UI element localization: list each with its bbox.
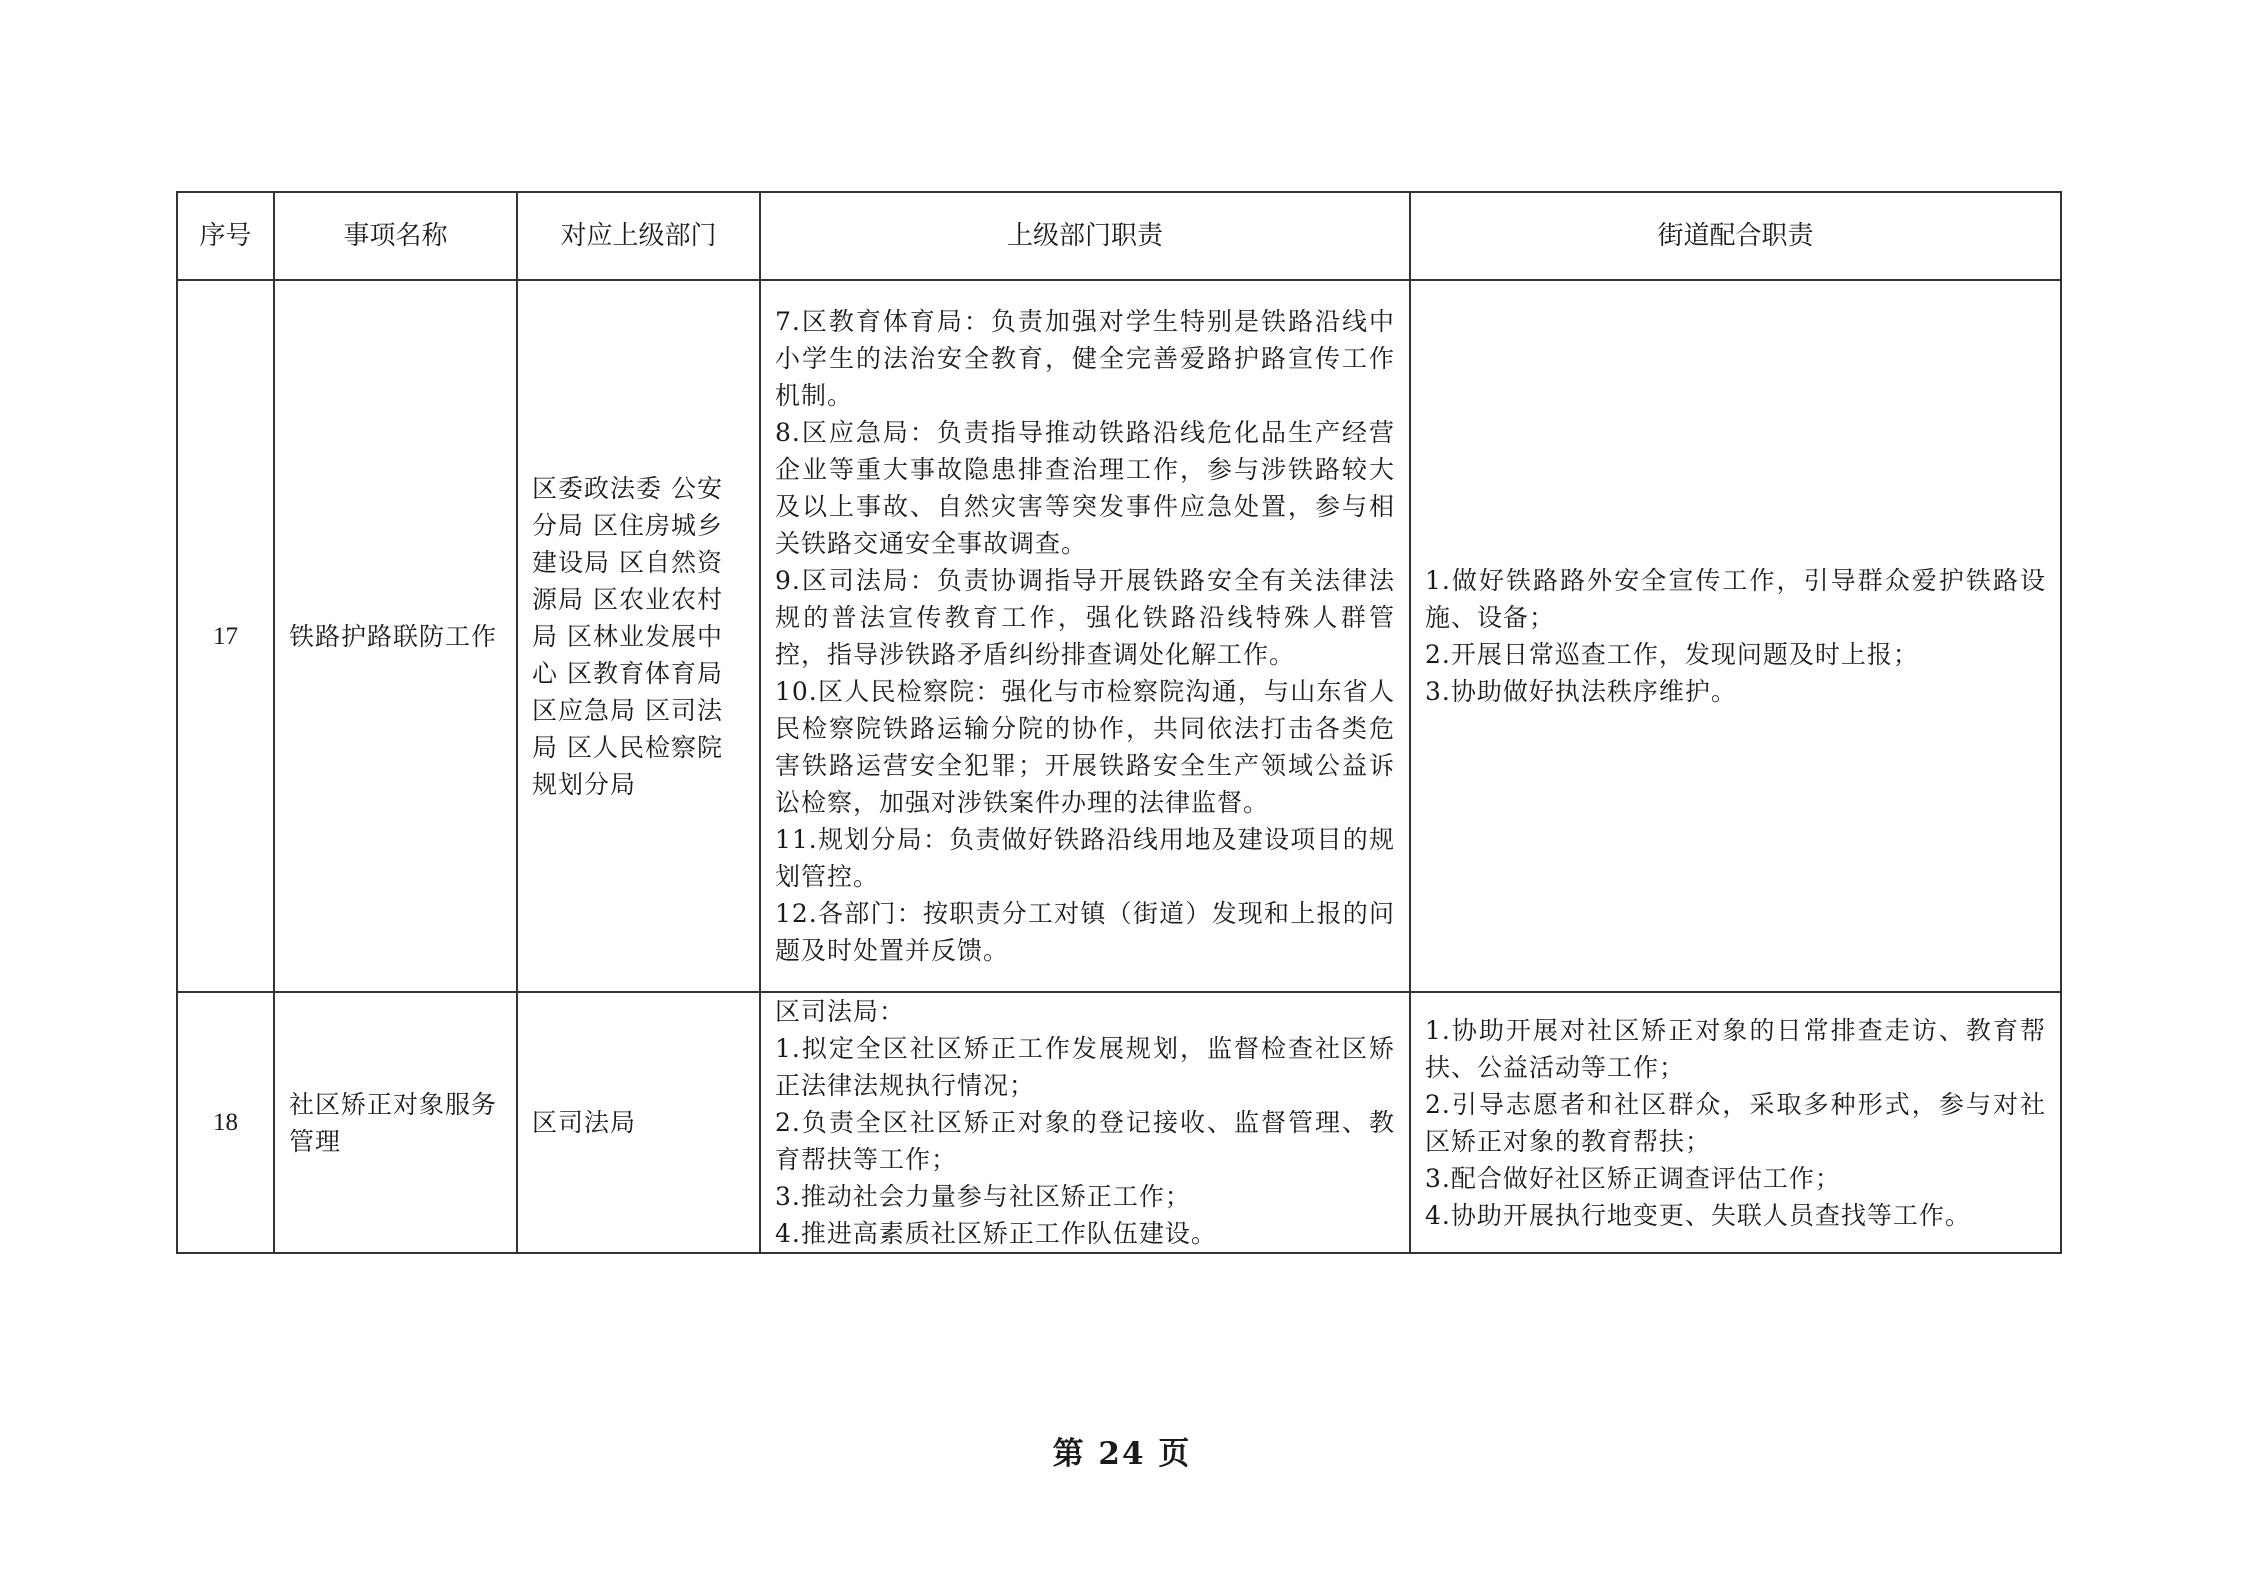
duty-line: 10.区人民检察院：强化与市检察院沟通，与山东省人民检察院铁路运输分院的协作，共同依法打击各类危害铁路运营安全犯罪；开展铁路安全生产领域公益诉讼检察，加强对涉铁案件办理的法律监督。 (775, 677, 1395, 817)
coop-line: 3.协助做好执法秩序维护。 (1425, 677, 1737, 706)
header-coop: 街道配合职责 (1410, 192, 2061, 280)
header-name: 事项名称 (274, 192, 517, 280)
duty-line: 9.区司法局：负责协调指导开展铁路安全有关法律法规的普法宣传教育工作，强化铁路沿线特殊人群管控，指导涉铁路矛盾纠纷排查调处化解工作。 (775, 566, 1395, 669)
table-header-row (177, 192, 2061, 280)
coop-line: 1.协助开展对社区矫正对象的日常排查走访、教育帮扶、公益活动等工作； (1425, 1015, 2046, 1082)
header-resp: 上级部门职责 (760, 192, 1410, 280)
header-no: 序号 (177, 192, 274, 280)
duty-line: 12.各部门：按职责分工对镇（街道）发现和上报的问题及时处置并反馈。 (775, 899, 1395, 965)
duty-line: 1.拟定全区社区矫正工作发展规划，监督检查社区矫正法律法规执行情况； (775, 1034, 1395, 1100)
row-street-duty (1410, 992, 2061, 1253)
duty-table (176, 191, 2062, 1254)
row-upper-duty (760, 280, 1410, 992)
coop-line: 4.协助开展执行地变更、失联人员查找等工作。 (1425, 1200, 1971, 1230)
duty-line: 2.负责全区社区矫正对象的登记接收、监督管理、教育帮扶等工作； (775, 1108, 1395, 1174)
duty-line: 8.区应急局：负责指导推动铁路沿线危化品生产经营企业等重大事故隐患排查治理工作，参与涉铁路较大及以上事故、自然灾害等突发事件应急处置，参与相关铁路交通安全事故调查。 (775, 418, 1395, 558)
header-dept: 对应上级部门 (517, 192, 760, 280)
row-no: 18 (177, 992, 274, 1253)
duty-line: 区司法局： (775, 997, 906, 1026)
row-no: 17 (177, 280, 274, 992)
duty-line: 7.区教育体育局：负责加强对学生特别是铁路沿线中小学生的法治安全教育，健全完善爱路护路宣传工作机制。 (775, 307, 1395, 410)
duty-line: 4.推进高素质社区矫正工作队伍建设。 (775, 1219, 1217, 1248)
coop-line: 2.开展日常巡查工作，发现问题及时上报； (1425, 640, 1919, 669)
row-dept: 区委政法委 公安分局 区住房城乡建设局 区自然资源局 区农业农村局 区林业发展中心 区教育体育局 区应急局 区司法局 区人民检察院 规划分局 (517, 280, 760, 992)
table-row (177, 280, 2061, 992)
row-item-name: 社区矫正对象服务管理 (274, 992, 517, 1253)
duty-line: 11.规划分局：负责做好铁路沿线用地及建设项目的规划管控。 (775, 825, 1395, 891)
coop-line: 3.配合做好社区矫正调查评估工作； (1425, 1163, 1841, 1193)
coop-line: 2.引导志愿者和社区群众，采取多种形式，参与对社区矫正对象的教育帮扶； (1425, 1089, 2046, 1156)
row-dept: 区司法局 (517, 992, 760, 1253)
row-upper-duty (760, 992, 1410, 1253)
row-item-name: 铁路护路联防工作 (274, 280, 517, 992)
row-street-duty (1410, 280, 2061, 992)
coop-line: 1.做好铁路路外安全宣传工作，引导群众爱护铁路设施、设备； (1425, 566, 2046, 632)
page-number: 第 24 页 (1052, 1436, 1192, 1472)
table-row (177, 992, 2061, 1253)
duty-line: 3.推动社会力量参与社区矫正工作； (775, 1182, 1191, 1211)
